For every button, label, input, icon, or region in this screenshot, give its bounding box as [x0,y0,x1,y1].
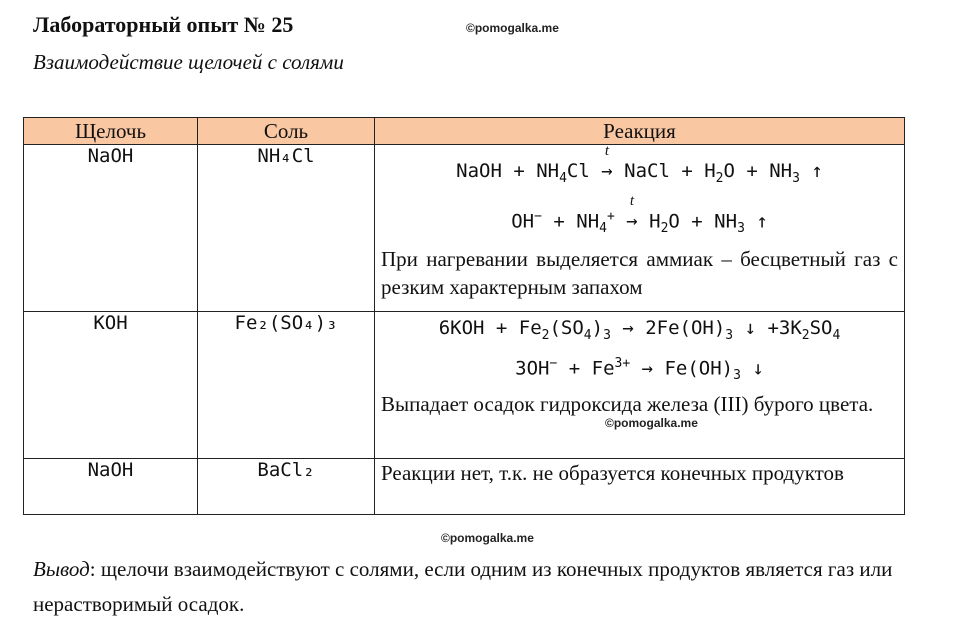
observation-note: При нагревании выделяется аммиак – бесцветный газ с резким характерным запахом [381,246,898,299]
molecular-equation: $6KOH + Fe_2(SO_4)_3 \to 2Fe(OH)_3$ ↓ $+3K_2SO_4$ [438,317,841,343]
table-row [24,145,905,312]
reaction-cell [375,459,905,515]
conclusion-text: : щелочи взаимодействуют с солями, если одним из конечных продуктов является газ или нерастворимый осадок. [33,557,893,616]
alkali-cell: NaOH [24,459,198,515]
molecular-equation: NaOH + $NH_4Cl$ t → NaCl + $H_2O + NH_3$ ↑ [456,143,823,186]
alkali-cell: NaOH [24,145,198,312]
table-header-row [24,118,905,145]
header-salt: Соль [198,118,375,145]
observation-note: Выпадает осадок гидроксида железа (III) бурого цвета. [381,391,874,416]
page-subtitle: Взаимодействие щелочей с солями [33,50,344,74]
header-reaction: Реакция [375,118,905,145]
salt-cell: Fe₂(SO₄)₃ [198,312,375,459]
watermark-top: ©pomogalka.me [466,21,559,35]
header-alkali: Щелочь [24,118,198,145]
observation-note: Реакции нет, т.к. не образуется конечных продуктов [381,461,844,485]
alkali-cell: KOH [24,312,198,459]
reaction-cell [375,312,905,459]
reaction-cell [375,145,905,312]
table-row [24,312,905,459]
conclusion [33,552,913,622]
ionic-equation: $3OH^- + Fe^{3+} \to Fe(OH)_3$ ↓ [515,355,764,383]
page-title: Лабораторный опыт № 25 [33,12,294,37]
ionic-equation: $OH^- + NH_4^+$ t → $H_2O + NH_3$ ↑ [511,193,768,236]
salt-cell: NH₄Cl [198,145,375,312]
salt-cell: BaCl₂ [198,459,375,515]
watermark-bottom: ©pomogalka.me [441,531,534,545]
conclusion-label: Вывод [33,557,90,581]
reaction-table [23,117,905,515]
table-row [24,459,905,515]
watermark-middle: ©pomogalka.me [605,416,698,430]
